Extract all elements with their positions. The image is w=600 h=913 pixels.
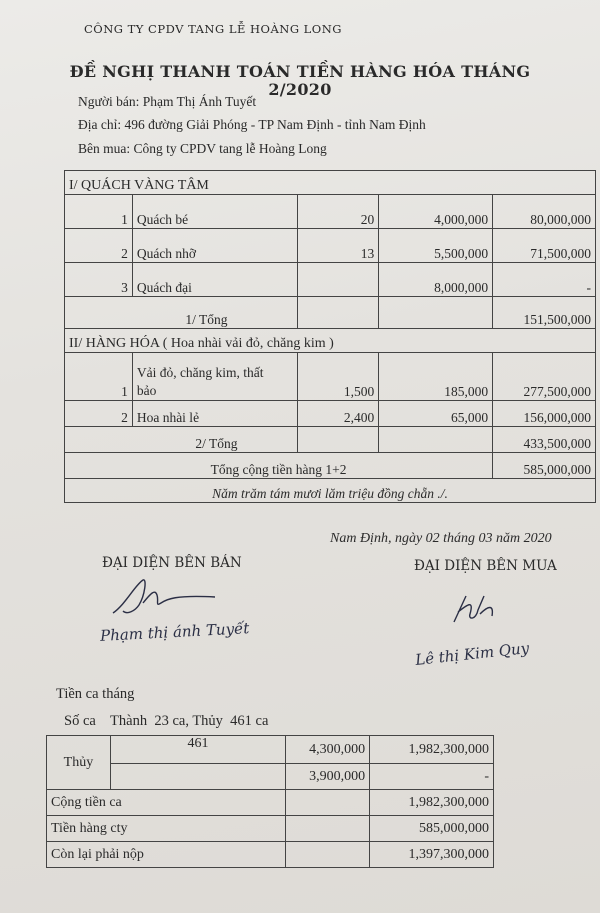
table-row bbox=[65, 401, 596, 427]
goods-label: Tiền hàng cty bbox=[47, 816, 286, 842]
document-title: ĐỀ NGHỊ THANH TOÁN TIỀN HÀNG HÓA THÁNG bbox=[69, 62, 531, 81]
seller-handwritten-name: Phạm thị ánh Tuyết bbox=[99, 619, 250, 645]
item-name-line1: Vải đỏ, chăng kim, thất bbox=[136, 365, 264, 380]
buyer-rep-title: ĐẠI DIỆN BÊN MUA bbox=[414, 558, 557, 574]
section1-total: 151,500,000 bbox=[493, 297, 596, 329]
row-number: 3 bbox=[65, 263, 133, 297]
sign-date: Nam Định, ngày 02 tháng 03 năm 2020 bbox=[330, 531, 552, 546]
item-amount: 277,500,000 bbox=[493, 353, 596, 401]
company-name: CÔNG TY CPDV TANG LỄ HOÀNG LONG bbox=[84, 22, 342, 36]
table-row bbox=[65, 229, 596, 263]
item-price: 185,000 bbox=[379, 353, 493, 401]
section2-total-row bbox=[65, 427, 596, 453]
section2-heading: II/ HÀNG HÓA ( Hoa nhài vải đỏ, chăng kim ) bbox=[65, 329, 596, 353]
item-qty bbox=[298, 263, 379, 297]
shift-amount: 1,982,300,000 bbox=[370, 736, 494, 764]
table-row bbox=[65, 353, 596, 401]
amount-in-words-row bbox=[65, 479, 596, 503]
worker-name: Thủy bbox=[47, 736, 111, 790]
item-name: Hoa nhài lẻ bbox=[132, 401, 298, 427]
table-row bbox=[65, 263, 596, 297]
seller-rep-title: ĐẠI DIỆN BÊN BÁN bbox=[102, 555, 242, 571]
shift-table bbox=[46, 735, 494, 868]
item-price: 8,000,000 bbox=[379, 263, 493, 297]
item-name-line2: bảo bbox=[136, 383, 157, 398]
item-qty: 1,500 bbox=[298, 353, 379, 401]
section2-header-row bbox=[65, 329, 596, 353]
section1-header-row bbox=[65, 171, 596, 195]
grand-total: 585,000,000 bbox=[493, 453, 596, 479]
table-row bbox=[47, 736, 494, 764]
item-qty: 13 bbox=[298, 229, 379, 263]
seller-line: Người bán: Phạm Thị Ánh Tuyết bbox=[78, 94, 257, 109]
grand-total-label: Tổng cộng tiền hàng 1+2 bbox=[65, 453, 493, 479]
buyer-handwritten-name: Lê thị Kim Quy bbox=[414, 639, 530, 669]
item-qty: 2,400 bbox=[298, 401, 379, 427]
grand-total-row bbox=[65, 453, 596, 479]
item-amount: 80,000,000 bbox=[493, 195, 596, 229]
item-amount: 156,000,000 bbox=[493, 401, 596, 427]
section2-total: 433,500,000 bbox=[493, 427, 596, 453]
amount-in-words: Năm trăm tám mươi lăm triệu đồng chẵn ./. bbox=[65, 479, 596, 503]
buyer-line: Bên mua: Công ty CPDV tang lễ Hoàng Long bbox=[78, 141, 327, 156]
shift-title: Tiền ca tháng bbox=[56, 686, 135, 702]
item-price: 65,000 bbox=[379, 401, 493, 427]
item-price: 5,500,000 bbox=[379, 229, 493, 263]
row-number: 1 bbox=[65, 195, 133, 229]
item-name: Quách đại bbox=[132, 263, 298, 297]
item-name: Quách nhỡ bbox=[132, 229, 298, 263]
invoice-table bbox=[64, 170, 596, 503]
remain-label: Còn lại phải nộp bbox=[47, 842, 286, 868]
shift-counts: Số ca Thành 23 ca, Thủy 461 ca bbox=[64, 713, 269, 729]
item-amount: - bbox=[493, 263, 596, 297]
row-number: 2 bbox=[65, 401, 133, 427]
remain-amount: 1,397,300,000 bbox=[370, 842, 494, 868]
shift-sum: 1,982,300,000 bbox=[370, 790, 494, 816]
table-row bbox=[65, 195, 596, 229]
section1-heading: I/ QUÁCH VÀNG TÂM bbox=[65, 171, 596, 195]
row-number: 1 bbox=[65, 353, 133, 401]
row-number: 2 bbox=[65, 229, 133, 263]
shift-rate: 3,900,000 bbox=[286, 764, 370, 790]
item-amount: 71,500,000 bbox=[493, 229, 596, 263]
shift-sum-label: Cộng tiền ca bbox=[47, 790, 286, 816]
section1-total-label: 1/ Tổng bbox=[65, 297, 298, 329]
seller-signature-icon bbox=[105, 575, 225, 620]
buyer-signature-icon bbox=[448, 590, 518, 630]
shift-count: 461 bbox=[110, 736, 285, 764]
item-name bbox=[132, 353, 298, 401]
item-qty: 20 bbox=[298, 195, 379, 229]
shift-count bbox=[110, 764, 285, 790]
item-name: Quách bé bbox=[132, 195, 298, 229]
shift-sum-row bbox=[47, 790, 494, 816]
goods-row bbox=[47, 816, 494, 842]
document-period: 2/2020 bbox=[268, 80, 332, 99]
section1-total-row bbox=[65, 297, 596, 329]
goods-amount: 585,000,000 bbox=[370, 816, 494, 842]
shift-amount: - bbox=[370, 764, 494, 790]
remain-row bbox=[47, 842, 494, 868]
section2-total-label: 2/ Tổng bbox=[65, 427, 298, 453]
table-row bbox=[47, 764, 494, 790]
shift-rate: 4,300,000 bbox=[286, 736, 370, 764]
item-price: 4,000,000 bbox=[379, 195, 493, 229]
address-line: Địa chỉ: 496 đường Giải Phóng - TP Nam Định - tỉnh Nam Định bbox=[78, 117, 426, 132]
